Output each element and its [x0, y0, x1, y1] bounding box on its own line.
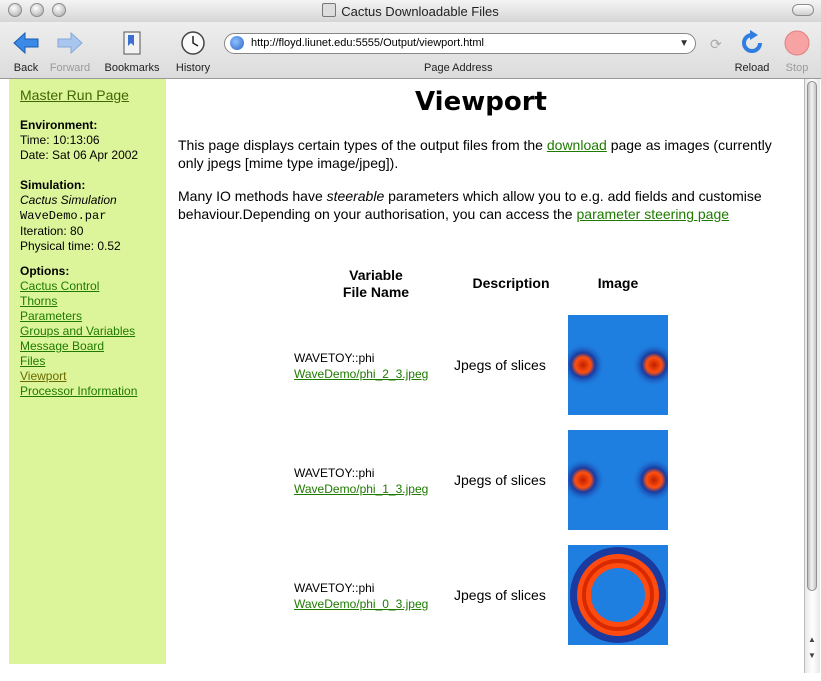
time-text: Time: 10:13:06	[20, 133, 100, 147]
stop-label: Stop	[785, 62, 809, 74]
slice-image[interactable]	[568, 430, 668, 530]
chevron-down-icon[interactable]: ▼	[679, 38, 689, 49]
iteration-text: Iteration: 80	[20, 224, 84, 238]
slice-image-graphic	[568, 545, 668, 645]
window-title	[0, 3, 821, 19]
variable-cell	[294, 580, 428, 612]
file-link[interactable]: WaveDemo/phi_2_3.jpeg	[294, 367, 429, 381]
column-header-variable	[326, 267, 426, 301]
forward-label: Forward	[49, 62, 91, 74]
sidebar	[9, 79, 166, 664]
variable-name: WAVETOY::phi	[294, 351, 375, 365]
slice-image-graphic	[568, 430, 668, 530]
scrollbar-thumb[interactable]	[807, 81, 817, 591]
options-section	[20, 264, 137, 399]
slice-image[interactable]	[568, 545, 668, 645]
variable-cell	[294, 465, 428, 497]
column-header-variable-line2: File Name	[342, 284, 410, 300]
physical-time-text: Physical time: 0.52	[20, 239, 121, 253]
address-text: http://floyd.liunet.edu:5555/Output/viewport.html	[251, 37, 484, 49]
column-header-variable-line1: Variable	[349, 267, 403, 283]
intro-paragraph	[178, 136, 798, 172]
column-header-description: Description	[472, 275, 550, 291]
column-header-image: Image	[597, 275, 639, 291]
parameter-steering-link[interactable]: parameter steering page	[576, 206, 730, 222]
bookmarks-button[interactable]	[104, 30, 160, 74]
file-link[interactable]: WaveDemo/phi_1_3.jpeg	[294, 482, 429, 496]
scroll-up-arrow-icon[interactable]: ▲	[808, 635, 816, 644]
options-heading: Options:	[20, 264, 70, 278]
file-link[interactable]: WaveDemo/phi_0_3.jpeg	[294, 597, 429, 611]
steering-paragraph	[178, 187, 798, 223]
toolbar-toggle-button[interactable]	[792, 4, 814, 16]
intro-text-b: page as images (currently only jpegs [mime type image/jpeg]).	[178, 137, 772, 171]
refresh-icon: ⟳	[710, 36, 722, 52]
description-cell: Jpegs of slices	[454, 472, 546, 488]
groups-and-variables-link[interactable]: Groups and Variables	[20, 324, 136, 338]
globe-icon	[230, 36, 244, 50]
steering-text-a: Many IO methods have	[178, 188, 327, 204]
slice-image-graphic	[568, 315, 668, 415]
cactus-control-link[interactable]: Cactus Control	[20, 279, 100, 293]
back-arrow-icon	[11, 30, 41, 56]
thorns-link[interactable]: Thorns	[20, 294, 58, 308]
master-run-page-link[interactable]: Master Run Page	[20, 87, 129, 103]
stop-icon	[783, 30, 811, 56]
par-file: WaveDemo.par	[20, 209, 107, 223]
back-button[interactable]	[8, 30, 44, 74]
viewport-link[interactable]: Viewport	[20, 369, 67, 383]
variable-cell	[294, 350, 428, 382]
history-button[interactable]	[175, 30, 211, 74]
bookmarks-label: Bookmarks	[104, 62, 160, 74]
parameters-link[interactable]: Parameters	[20, 309, 83, 323]
variable-name: WAVETOY::phi	[294, 466, 375, 480]
slice-image[interactable]	[568, 315, 668, 415]
forward-button[interactable]	[49, 30, 91, 74]
address-field[interactable]	[224, 33, 696, 54]
simulation-name: Cactus Simulation	[20, 193, 117, 207]
toolbar	[0, 22, 821, 79]
window-title-text: Cactus Downloadable Files	[341, 4, 499, 19]
reload-button[interactable]	[734, 30, 770, 74]
steering-text-b: parameters which allow you to e.g. add fields and customise behaviour.Depending on your authorisation, you can access the	[178, 188, 762, 222]
page-content	[9, 79, 804, 673]
description-cell: Jpegs of slices	[454, 587, 546, 603]
variable-name: WAVETOY::phi	[294, 581, 375, 595]
vertical-scrollbar[interactable]	[804, 79, 820, 673]
description-cell: Jpegs of slices	[454, 357, 546, 373]
reload-icon	[738, 30, 766, 56]
steerable-text: steerable	[326, 188, 385, 204]
clock-icon	[179, 30, 207, 56]
intro-text-a: This page displays certain types of the output files from the	[178, 137, 547, 153]
date-text: Date: Sat 06 Apr 2002	[20, 148, 139, 162]
forward-arrow-icon	[55, 30, 85, 56]
environment-heading: Environment:	[20, 118, 98, 132]
message-board-link[interactable]: Message Board	[20, 339, 105, 353]
processor-information-link[interactable]: Processor Information	[20, 384, 138, 398]
bookmarks-icon	[119, 30, 145, 56]
back-label: Back	[13, 62, 39, 74]
files-link[interactable]: Files	[20, 354, 46, 368]
download-link[interactable]: download	[546, 137, 607, 153]
title-bar	[0, 0, 821, 23]
history-label: History	[175, 62, 211, 74]
document-icon	[322, 3, 336, 17]
scroll-down-arrow-icon[interactable]: ▼	[808, 651, 816, 660]
environment-section	[20, 118, 138, 163]
simulation-section	[20, 178, 121, 254]
reload-label: Reload	[734, 62, 770, 74]
page-title: Viewport	[415, 87, 547, 117]
address-label: Page Address	[424, 62, 493, 74]
simulation-heading: Simulation:	[20, 178, 86, 192]
stop-button[interactable]	[782, 30, 812, 74]
